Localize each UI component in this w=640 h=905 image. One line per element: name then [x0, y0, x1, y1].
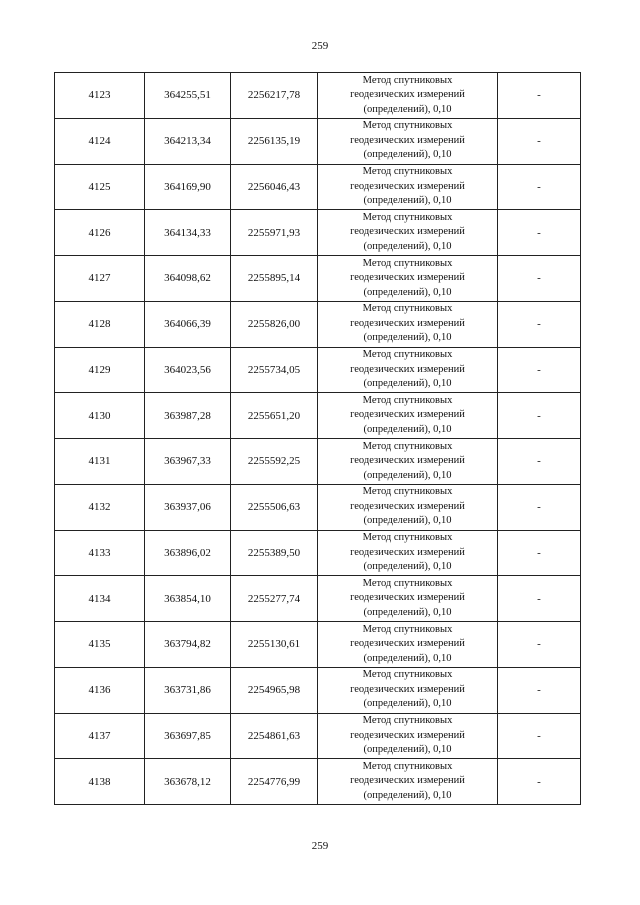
- x-coordinate-cell: 363987,28: [145, 393, 231, 439]
- method-line: (определений), 0,10: [363, 286, 452, 298]
- y-coordinate-cell: 2256046,43: [231, 164, 318, 210]
- method-cell: [318, 530, 498, 576]
- method-line: Метод спутниковых: [362, 623, 453, 635]
- method-line: (определений), 0,10: [363, 744, 452, 756]
- method-line: геодезических измерений: [350, 363, 465, 375]
- method-cell: [318, 484, 498, 530]
- table-row: [55, 667, 581, 713]
- method-cell: [318, 622, 498, 668]
- method-line: геодезических измерений: [350, 272, 465, 284]
- table-row: [55, 576, 581, 622]
- y-coordinate-cell: 2254965,98: [231, 667, 318, 713]
- y-coordinate-cell: 2255506,63: [231, 484, 318, 530]
- table-row: [55, 73, 581, 119]
- y-coordinate-cell: 2254861,63: [231, 713, 318, 759]
- y-coordinate-cell: 2255130,61: [231, 622, 318, 668]
- method-line: Метод спутниковых: [362, 669, 453, 681]
- method-line: Метод спутниковых: [362, 211, 453, 223]
- table-row: [55, 118, 581, 164]
- x-coordinate-cell: 363854,10: [145, 576, 231, 622]
- method-line: геодезических измерений: [350, 226, 465, 238]
- x-coordinate-cell: 364098,62: [145, 256, 231, 302]
- method-line: Метод спутниковых: [362, 303, 453, 315]
- method-cell: [318, 713, 498, 759]
- point-id-cell: 4129: [55, 347, 145, 393]
- method-line: геодезических измерений: [350, 134, 465, 146]
- point-id-cell: 4133: [55, 530, 145, 576]
- y-coordinate-cell: 2255592,25: [231, 439, 318, 485]
- table-row: [55, 713, 581, 759]
- table-row: [55, 759, 581, 805]
- method-cell: [318, 576, 498, 622]
- note-cell: -: [498, 439, 581, 485]
- method-line: Метод спутниковых: [362, 440, 453, 452]
- method-line: Метод спутниковых: [362, 74, 453, 86]
- method-line: (определений), 0,10: [363, 195, 452, 207]
- method-cell: [318, 210, 498, 256]
- note-cell: -: [498, 667, 581, 713]
- point-id-cell: 4137: [55, 713, 145, 759]
- method-line: геодезических измерений: [350, 89, 465, 101]
- x-coordinate-cell: 363896,02: [145, 530, 231, 576]
- method-line: Метод спутниковых: [362, 532, 453, 544]
- method-line: геодезических измерений: [350, 317, 465, 329]
- y-coordinate-cell: 2255826,00: [231, 301, 318, 347]
- note-cell: -: [498, 118, 581, 164]
- note-cell: -: [498, 530, 581, 576]
- method-line: (определений), 0,10: [363, 561, 452, 573]
- method-line: геодезических измерений: [350, 455, 465, 467]
- point-id-cell: 4134: [55, 576, 145, 622]
- coordinates-table: [54, 72, 581, 805]
- method-line: Метод спутниковых: [362, 120, 453, 132]
- x-coordinate-cell: 363967,33: [145, 439, 231, 485]
- table-row: [55, 393, 581, 439]
- method-cell: [318, 73, 498, 119]
- method-cell: [318, 439, 498, 485]
- point-id-cell: 4130: [55, 393, 145, 439]
- method-line: (определений), 0,10: [363, 240, 452, 252]
- method-line: (определений), 0,10: [363, 378, 452, 390]
- method-cell: [318, 667, 498, 713]
- page-number-bottom: 259: [311, 840, 329, 852]
- table-row: [55, 622, 581, 668]
- note-cell: -: [498, 164, 581, 210]
- x-coordinate-cell: 364213,34: [145, 118, 231, 164]
- y-coordinate-cell: 2256135,19: [231, 118, 318, 164]
- method-cell: [318, 164, 498, 210]
- point-id-cell: 4127: [55, 256, 145, 302]
- method-line: геодезических измерений: [350, 638, 465, 650]
- method-line: (определений), 0,10: [363, 698, 452, 710]
- x-coordinate-cell: 364023,56: [145, 347, 231, 393]
- point-id-cell: 4126: [55, 210, 145, 256]
- method-line: (определений), 0,10: [363, 332, 452, 344]
- note-cell: -: [498, 210, 581, 256]
- y-coordinate-cell: 2255971,93: [231, 210, 318, 256]
- method-line: геодезических измерений: [350, 775, 465, 787]
- coordinates-table-body: [55, 73, 581, 805]
- y-coordinate-cell: 2256217,78: [231, 73, 318, 119]
- table-row: [55, 484, 581, 530]
- method-line: геодезических измерений: [350, 409, 465, 421]
- point-id-cell: 4124: [55, 118, 145, 164]
- table-row: [55, 301, 581, 347]
- method-line: Метод спутниковых: [362, 715, 453, 727]
- table-row: [55, 164, 581, 210]
- method-line: (определений), 0,10: [363, 469, 452, 481]
- point-id-cell: 4138: [55, 759, 145, 805]
- method-line: (определений), 0,10: [363, 789, 452, 801]
- x-coordinate-cell: 364066,39: [145, 301, 231, 347]
- point-id-cell: 4136: [55, 667, 145, 713]
- method-line: геодезических измерений: [350, 683, 465, 695]
- page-number-top: 259: [311, 40, 329, 52]
- method-cell: [318, 301, 498, 347]
- note-cell: -: [498, 301, 581, 347]
- x-coordinate-cell: 363937,06: [145, 484, 231, 530]
- x-coordinate-cell: 363794,82: [145, 622, 231, 668]
- note-cell: -: [498, 73, 581, 119]
- x-coordinate-cell: 363697,85: [145, 713, 231, 759]
- point-id-cell: 4135: [55, 622, 145, 668]
- y-coordinate-cell: 2255651,20: [231, 393, 318, 439]
- table-row: [55, 347, 581, 393]
- table-row: [55, 439, 581, 485]
- method-cell: [318, 759, 498, 805]
- y-coordinate-cell: 2255277,74: [231, 576, 318, 622]
- x-coordinate-cell: 364169,90: [145, 164, 231, 210]
- note-cell: -: [498, 713, 581, 759]
- point-id-cell: 4125: [55, 164, 145, 210]
- method-line: Метод спутниковых: [362, 349, 453, 361]
- point-id-cell: 4128: [55, 301, 145, 347]
- x-coordinate-cell: 364134,33: [145, 210, 231, 256]
- method-line: (определений), 0,10: [363, 149, 452, 161]
- note-cell: -: [498, 576, 581, 622]
- method-cell: [318, 347, 498, 393]
- point-id-cell: 4123: [55, 73, 145, 119]
- note-cell: -: [498, 484, 581, 530]
- method-line: геодезических измерений: [350, 592, 465, 604]
- method-cell: [318, 393, 498, 439]
- method-line: геодезических измерений: [350, 729, 465, 741]
- method-cell: [318, 118, 498, 164]
- method-line: Метод спутниковых: [362, 394, 453, 406]
- method-line: Метод спутниковых: [362, 257, 453, 269]
- method-line: геодезических измерений: [350, 500, 465, 512]
- y-coordinate-cell: 2255895,14: [231, 256, 318, 302]
- note-cell: -: [498, 759, 581, 805]
- note-cell: -: [498, 393, 581, 439]
- method-line: Метод спутниковых: [362, 577, 453, 589]
- method-line: геодезических измерений: [350, 180, 465, 192]
- point-id-cell: 4131: [55, 439, 145, 485]
- method-line: (определений), 0,10: [363, 606, 452, 618]
- method-line: Метод спутниковых: [362, 166, 453, 178]
- table-row: [55, 210, 581, 256]
- method-line: (определений), 0,10: [363, 652, 452, 664]
- method-line: Метод спутниковых: [362, 760, 453, 772]
- x-coordinate-cell: 364255,51: [145, 73, 231, 119]
- method-line: (определений), 0,10: [363, 423, 452, 435]
- table-row: [55, 530, 581, 576]
- method-line: геодезических измерений: [350, 546, 465, 558]
- note-cell: -: [498, 256, 581, 302]
- table-row: [55, 256, 581, 302]
- y-coordinate-cell: 2255734,05: [231, 347, 318, 393]
- x-coordinate-cell: 363731,86: [145, 667, 231, 713]
- method-line: (определений), 0,10: [363, 103, 452, 115]
- method-cell: [318, 256, 498, 302]
- note-cell: -: [498, 347, 581, 393]
- point-id-cell: 4132: [55, 484, 145, 530]
- x-coordinate-cell: 363678,12: [145, 759, 231, 805]
- method-line: (определений), 0,10: [363, 515, 452, 527]
- method-line: Метод спутниковых: [362, 486, 453, 498]
- note-cell: -: [498, 622, 581, 668]
- y-coordinate-cell: 2254776,99: [231, 759, 318, 805]
- y-coordinate-cell: 2255389,50: [231, 530, 318, 576]
